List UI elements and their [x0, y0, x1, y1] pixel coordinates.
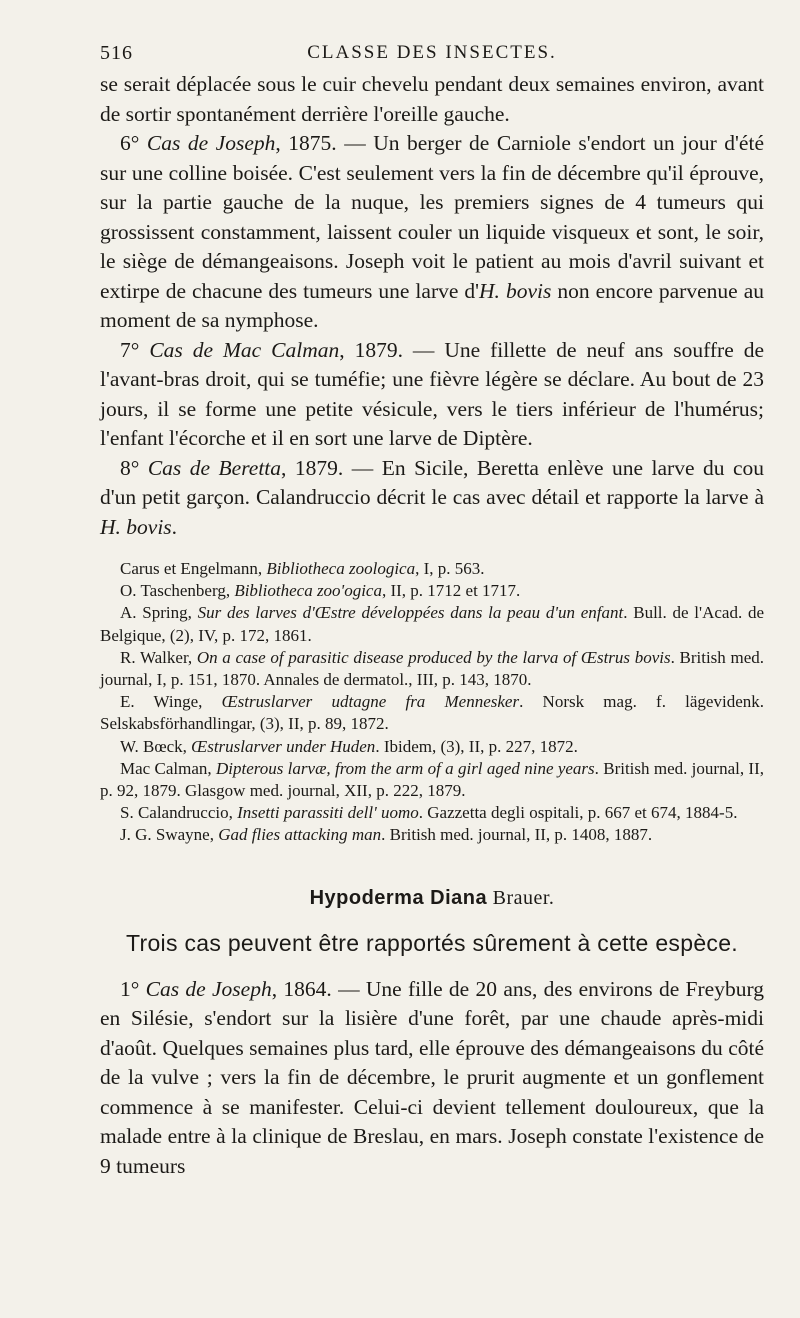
bibliography-entry [100, 824, 764, 846]
bibliography-entry [100, 691, 764, 735]
ref-details: . British med. journal, I, p. 151, 1870. Annales de dermatol., III, p. 143, 1870. [100, 647, 764, 690]
body-text-bottom [100, 975, 764, 1182]
ref-title: Œstruslarver under Huden [191, 736, 376, 756]
body-text [100, 70, 764, 542]
ref-title: On a case of parasitic disease produced by the larva of Œstrus bovis [196, 647, 671, 667]
ref-details: . British med. journal, II, p. 92, 1879. Glasgow med. journal, XII, p. 222, 1879. [100, 758, 764, 801]
bibliography [100, 558, 764, 847]
ref-title: Insetti parassiti dell' uomo [237, 803, 419, 823]
ref-title: Dipterous larvæ, from the arm of a girl aged nine years [215, 758, 595, 778]
case-number: 6° [120, 131, 147, 155]
case-text: , 1879. — Une fillette de neuf ans souffre de l'avant-bras droit, qui se tuméfie; une fièvre légère se déclare. Au bout de 23 jours, il se forme une petite vésicule, vers le tiers inférieur de l'humérus; l'enfant l'écorche et il en sort une larve de Diptère. [100, 337, 764, 450]
ref-author: S. Calandruccio, [120, 803, 238, 823]
case-title: Cas de Joseph [145, 976, 272, 1001]
ref-author: O. Taschenberg, [120, 581, 235, 601]
ref-author: Mac Calman, [120, 758, 216, 778]
bibliography-entry [100, 802, 764, 824]
ref-author: W. Bœck, [120, 736, 192, 756]
page-header [100, 34, 764, 70]
case-number: 1° [120, 976, 146, 1001]
running-head: CLASSE DES INSECTES. [307, 42, 557, 63]
bibliography-entry [100, 736, 764, 758]
ref-details: . Ibidem, (3), II, p. 227, 1872. [375, 736, 578, 756]
case-title: Cas de Mac Calman [149, 337, 340, 362]
ref-author: Carus et Engelmann, [120, 559, 267, 578]
case-paragraph-7 [100, 336, 764, 454]
section-species: Hypoderma Diana [309, 886, 488, 909]
ref-title: Bibliotheca zoologica [266, 559, 416, 578]
case-paragraph-8 [100, 454, 764, 543]
bibliography-entry [100, 558, 764, 580]
paragraph-text: se serait déplacée sous le cuir chevelu pendant deux semaines environ, avant de sortir spontanément derrière l'oreille gauche. [100, 72, 764, 126]
ref-title: Bibliotheca zoo'ogica [234, 581, 382, 601]
section-heading [100, 887, 764, 910]
case-text: , 1879. — En Sicile, Beretta enlève une larve du cou d'un petit garçon. Calandruccio décrit le cas avec détail et rapporte la larve à [100, 455, 765, 509]
case-number: 7° [120, 337, 150, 362]
ref-details: , I, p. 563. [415, 559, 485, 578]
bibliography-entry [100, 580, 764, 602]
ref-title: Œstruslarver udtagne fra Mennesker [221, 692, 520, 712]
ref-title: Sur des larves d'Œstre développées dans la peau d'un enfant [197, 603, 624, 623]
species-name: H. bovis [100, 514, 172, 539]
spacer [100, 957, 764, 975]
ref-details: . Bull. de l'Acad. de Belgique, (2), IV, p. 172, 1861. [100, 603, 765, 645]
case-text-end: . [171, 514, 178, 539]
section-authority: Brauer. [487, 886, 555, 909]
case-text-end: non encore parvenue au moment de sa nymphose. [100, 278, 764, 332]
ref-details: . British med. journal, II, p. 1408, 1887. [381, 825, 653, 845]
species-name: H. bovis [479, 278, 552, 303]
page-number: 516 [100, 42, 133, 64]
section-intro: Trois cas peuvent être rapportés sûrement à cette espèce. [126, 929, 738, 956]
ref-details: , II, p. 1712 et 1717. [381, 581, 521, 601]
case-number: 8° [120, 455, 148, 480]
case-paragraph-1 [100, 975, 764, 1182]
case-text: , 1875. — Un berger de Carniole s'endort un jour d'été sur une colline boisée. C'est seulement vers la fin de décembre qu'il éprouve, sur la partie gauche de la nuque, les premiers signes de 4 tumeurs qui grossissent constamment, laissent couler un liquide visqueux et sont, le soir, le siège de démangeaisons. Joseph voit le patient au mois d'avril suivant et extirpe de chacune des tumeurs une larve d' [100, 131, 764, 303]
case-title: Cas de Beretta [147, 455, 282, 480]
case-title: Cas de Joseph [146, 131, 276, 155]
ref-title: Gad flies attacking man [218, 825, 382, 845]
ref-author: R. Walker, [120, 647, 197, 667]
case-paragraph-6 [100, 129, 764, 336]
ref-details: . Norsk mag. f. lägevidenk. Selskabsförhandlingar, (3), II, p. 89, 1872. [100, 692, 764, 734]
paragraph-continuation [100, 70, 764, 129]
ref-details: . Gazzetta degli ospitali, p. 667 et 674, 1884-5. [418, 803, 738, 823]
ref-author: E. Winge, [120, 692, 222, 712]
bibliography-entry [100, 602, 764, 646]
case-text: , 1864. — Une fille de 20 ans, des environs de Freyburg en Silésie, s'endort sur la lisière d'une forêt, par une chaude après-midi d'août. Quelques semaines plus tard, elle éprouve des démangeaisons du côté de la vulve ; vers la fin de décembre, le prurit augmente et un gonflement commence à se manifester. Celui-ci devient tellement douloureux, que la malade entre à la clinique de Breslau, en mars. Joseph constate l'existence de 9 tumeurs [100, 976, 764, 1178]
bibliography-entry [100, 647, 764, 691]
bibliography-entry [100, 758, 764, 802]
ref-author: A. Spring, [120, 603, 198, 623]
ref-author: J. G. Swayne, [120, 825, 219, 845]
